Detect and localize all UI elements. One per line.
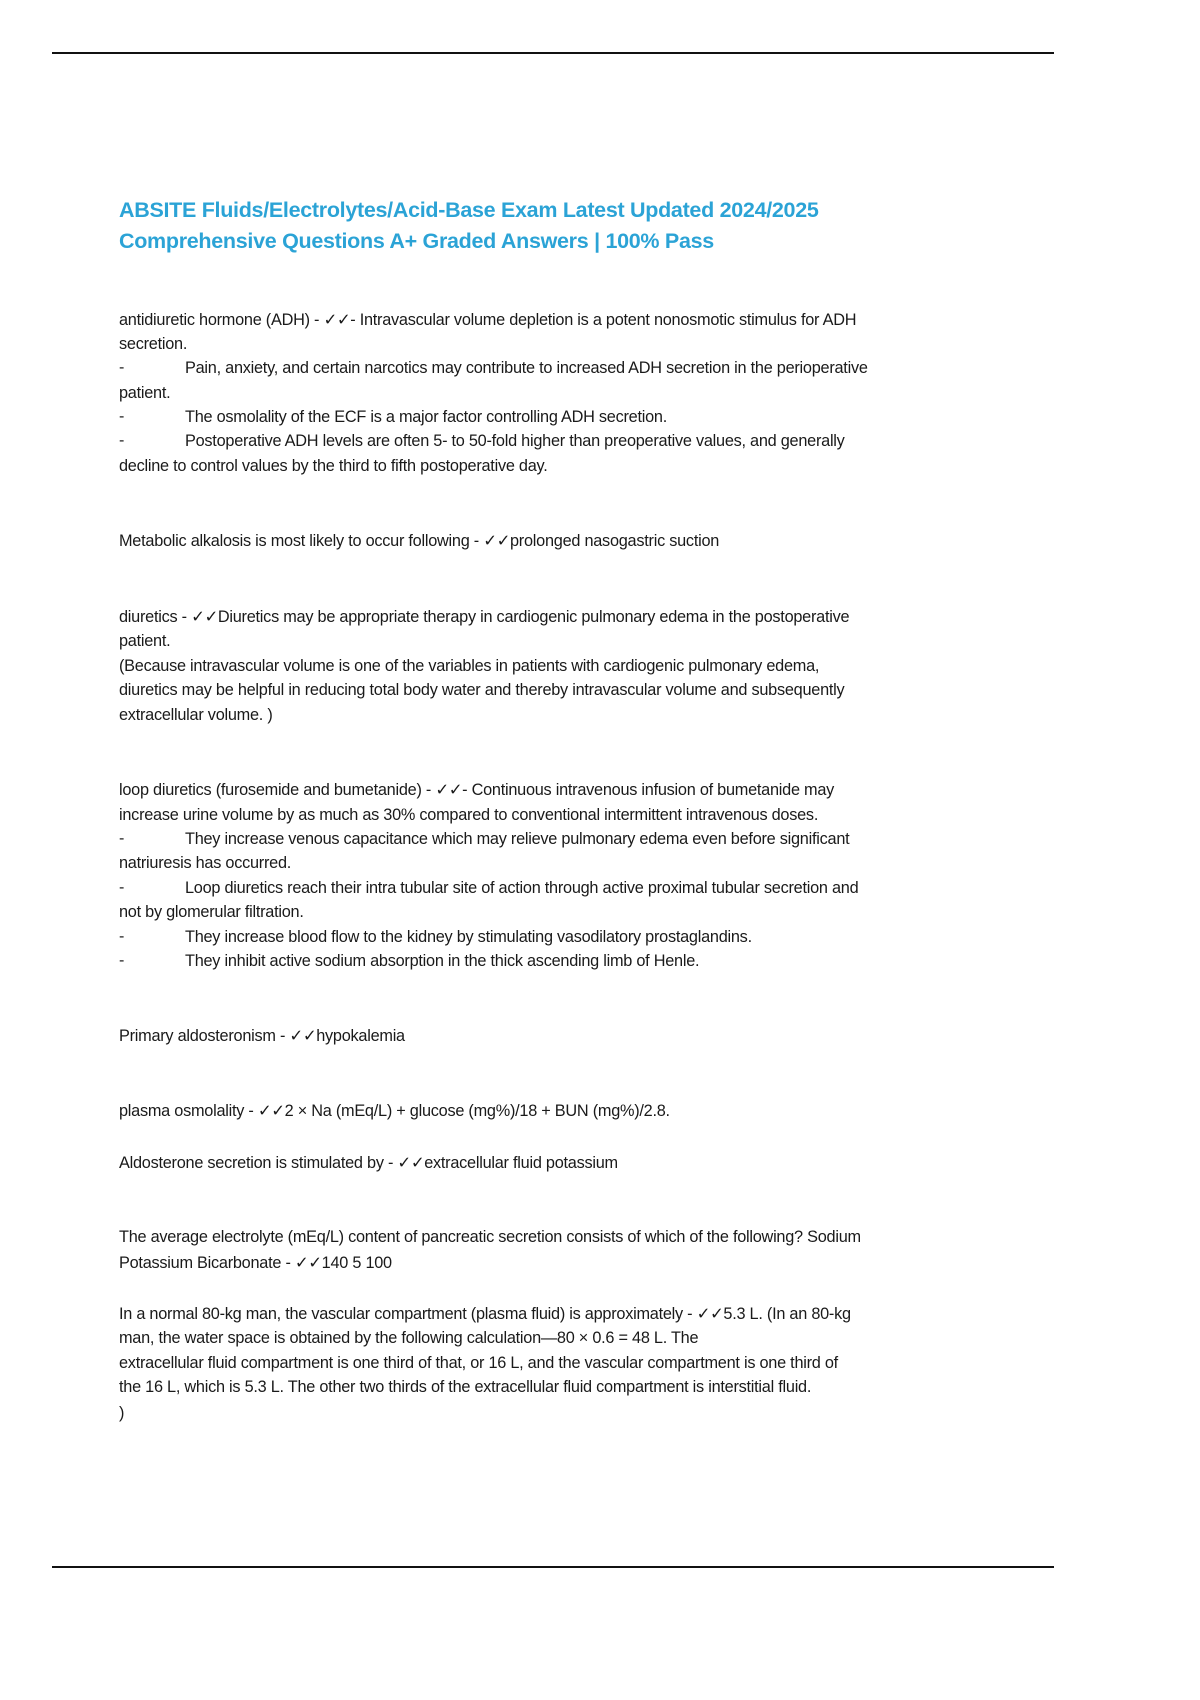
bullet-dash: - <box>119 952 125 969</box>
footer-rule <box>52 1566 1054 1568</box>
text-line: extracellular volume. ) <box>119 706 273 724</box>
text-line: Primary aldosteronism - ✓✓hypokalemia <box>119 1027 405 1045</box>
text-line: not by glomerular filtration. <box>119 903 304 921</box>
bullet-dash: - <box>119 359 125 376</box>
text-line: ) <box>119 1404 125 1422</box>
text-line: Loop diuretics reach their intra tubular site of action through active proximal tubular secretion and <box>185 879 859 897</box>
bullet-dash: - <box>119 879 125 896</box>
text-line: the 16 L, which is 5.3 L. The other two thirds of the extracellular fluid compartment is interstitial fluid. <box>119 1378 812 1396</box>
text-line: In a normal 80-kg man, the vascular compartment (plasma fluid) is approximately - ✓✓5.3 L. (In an 80-kg <box>119 1305 851 1323</box>
text-line: diuretics may be helpful in reducing total body water and thereby intravascular volume and subsequently <box>119 681 845 699</box>
text-line: diuretics - ✓✓Diuretics may be appropriate therapy in cardiogenic pulmonary edema in the postoperative <box>119 608 850 626</box>
document-title-line-2: Comprehensive Questions A+ Graded Answers | 100% Pass <box>119 229 714 253</box>
text-line: (Because intravascular volume is one of the variables in patients with cardiogenic pulmonary edema, <box>119 657 820 675</box>
bullet-dash: - <box>119 928 125 945</box>
text-line: man, the water space is obtained by the following calculation—80 × 0.6 = 48 L. The <box>119 1329 699 1347</box>
text-line: patient. <box>119 384 171 402</box>
bullet-dash: - <box>119 432 125 449</box>
text-line: They inhibit active sodium absorption in the thick ascending limb of Henle. <box>185 952 700 970</box>
header-rule <box>52 52 1054 54</box>
text-line: loop diuretics (furosemide and bumetanide) - ✓✓- Continuous intravenous infusion of bumetanide may <box>119 781 835 799</box>
text-line: increase urine volume by as much as 30% compared to conventional intermittent intravenous doses. <box>119 806 819 824</box>
text-line: Potassium Bicarbonate - ✓✓140 5 100 <box>119 1254 392 1272</box>
text-line: antidiuretic hormone (ADH) - ✓✓- Intravascular volume depletion is a potent nonosmotic stimulus for ADH <box>119 311 857 329</box>
text-line: Postoperative ADH levels are often 5- to 50-fold higher than preoperative values, and generally <box>185 432 845 450</box>
text-line: natriuresis has occurred. <box>119 854 292 872</box>
text-line: The average electrolyte (mEq/L) content of pancreatic secretion consists of which of the following? Sodium <box>119 1228 861 1246</box>
text-line: secretion. <box>119 335 188 353</box>
text-line: Aldosterone secretion is stimulated by - ✓✓extracellular fluid potassium <box>119 1154 618 1172</box>
text-line: They increase blood flow to the kidney by stimulating vasodilatory prostaglandins. <box>185 928 752 946</box>
text-line: patient. <box>119 632 171 650</box>
text-line: plasma osmolality - ✓✓2 × Na (mEq/L) + glucose (mg%)/18 + BUN (mg%)/2.8. <box>119 1102 670 1120</box>
bullet-dash: - <box>119 408 125 425</box>
text-line: They increase venous capacitance which may relieve pulmonary edema even before significant <box>185 830 850 848</box>
text-line: decline to control values by the third to fifth postoperative day. <box>119 457 548 475</box>
text-line: The osmolality of the ECF is a major factor controlling ADH secretion. <box>185 408 667 426</box>
text-line: Pain, anxiety, and certain narcotics may contribute to increased ADH secretion in the perioperative <box>185 359 868 377</box>
text-line: extracellular fluid compartment is one third of that, or 16 L, and the vascular compartment is one third of <box>119 1354 838 1372</box>
bullet-dash: - <box>119 830 125 847</box>
text-line: Metabolic alkalosis is most likely to occur following - ✓✓prolonged nasogastric suction <box>119 532 720 550</box>
document-title-line-1: ABSITE Fluids/Electrolytes/Acid-Base Exam Latest Updated 2024/2025 <box>119 198 819 222</box>
